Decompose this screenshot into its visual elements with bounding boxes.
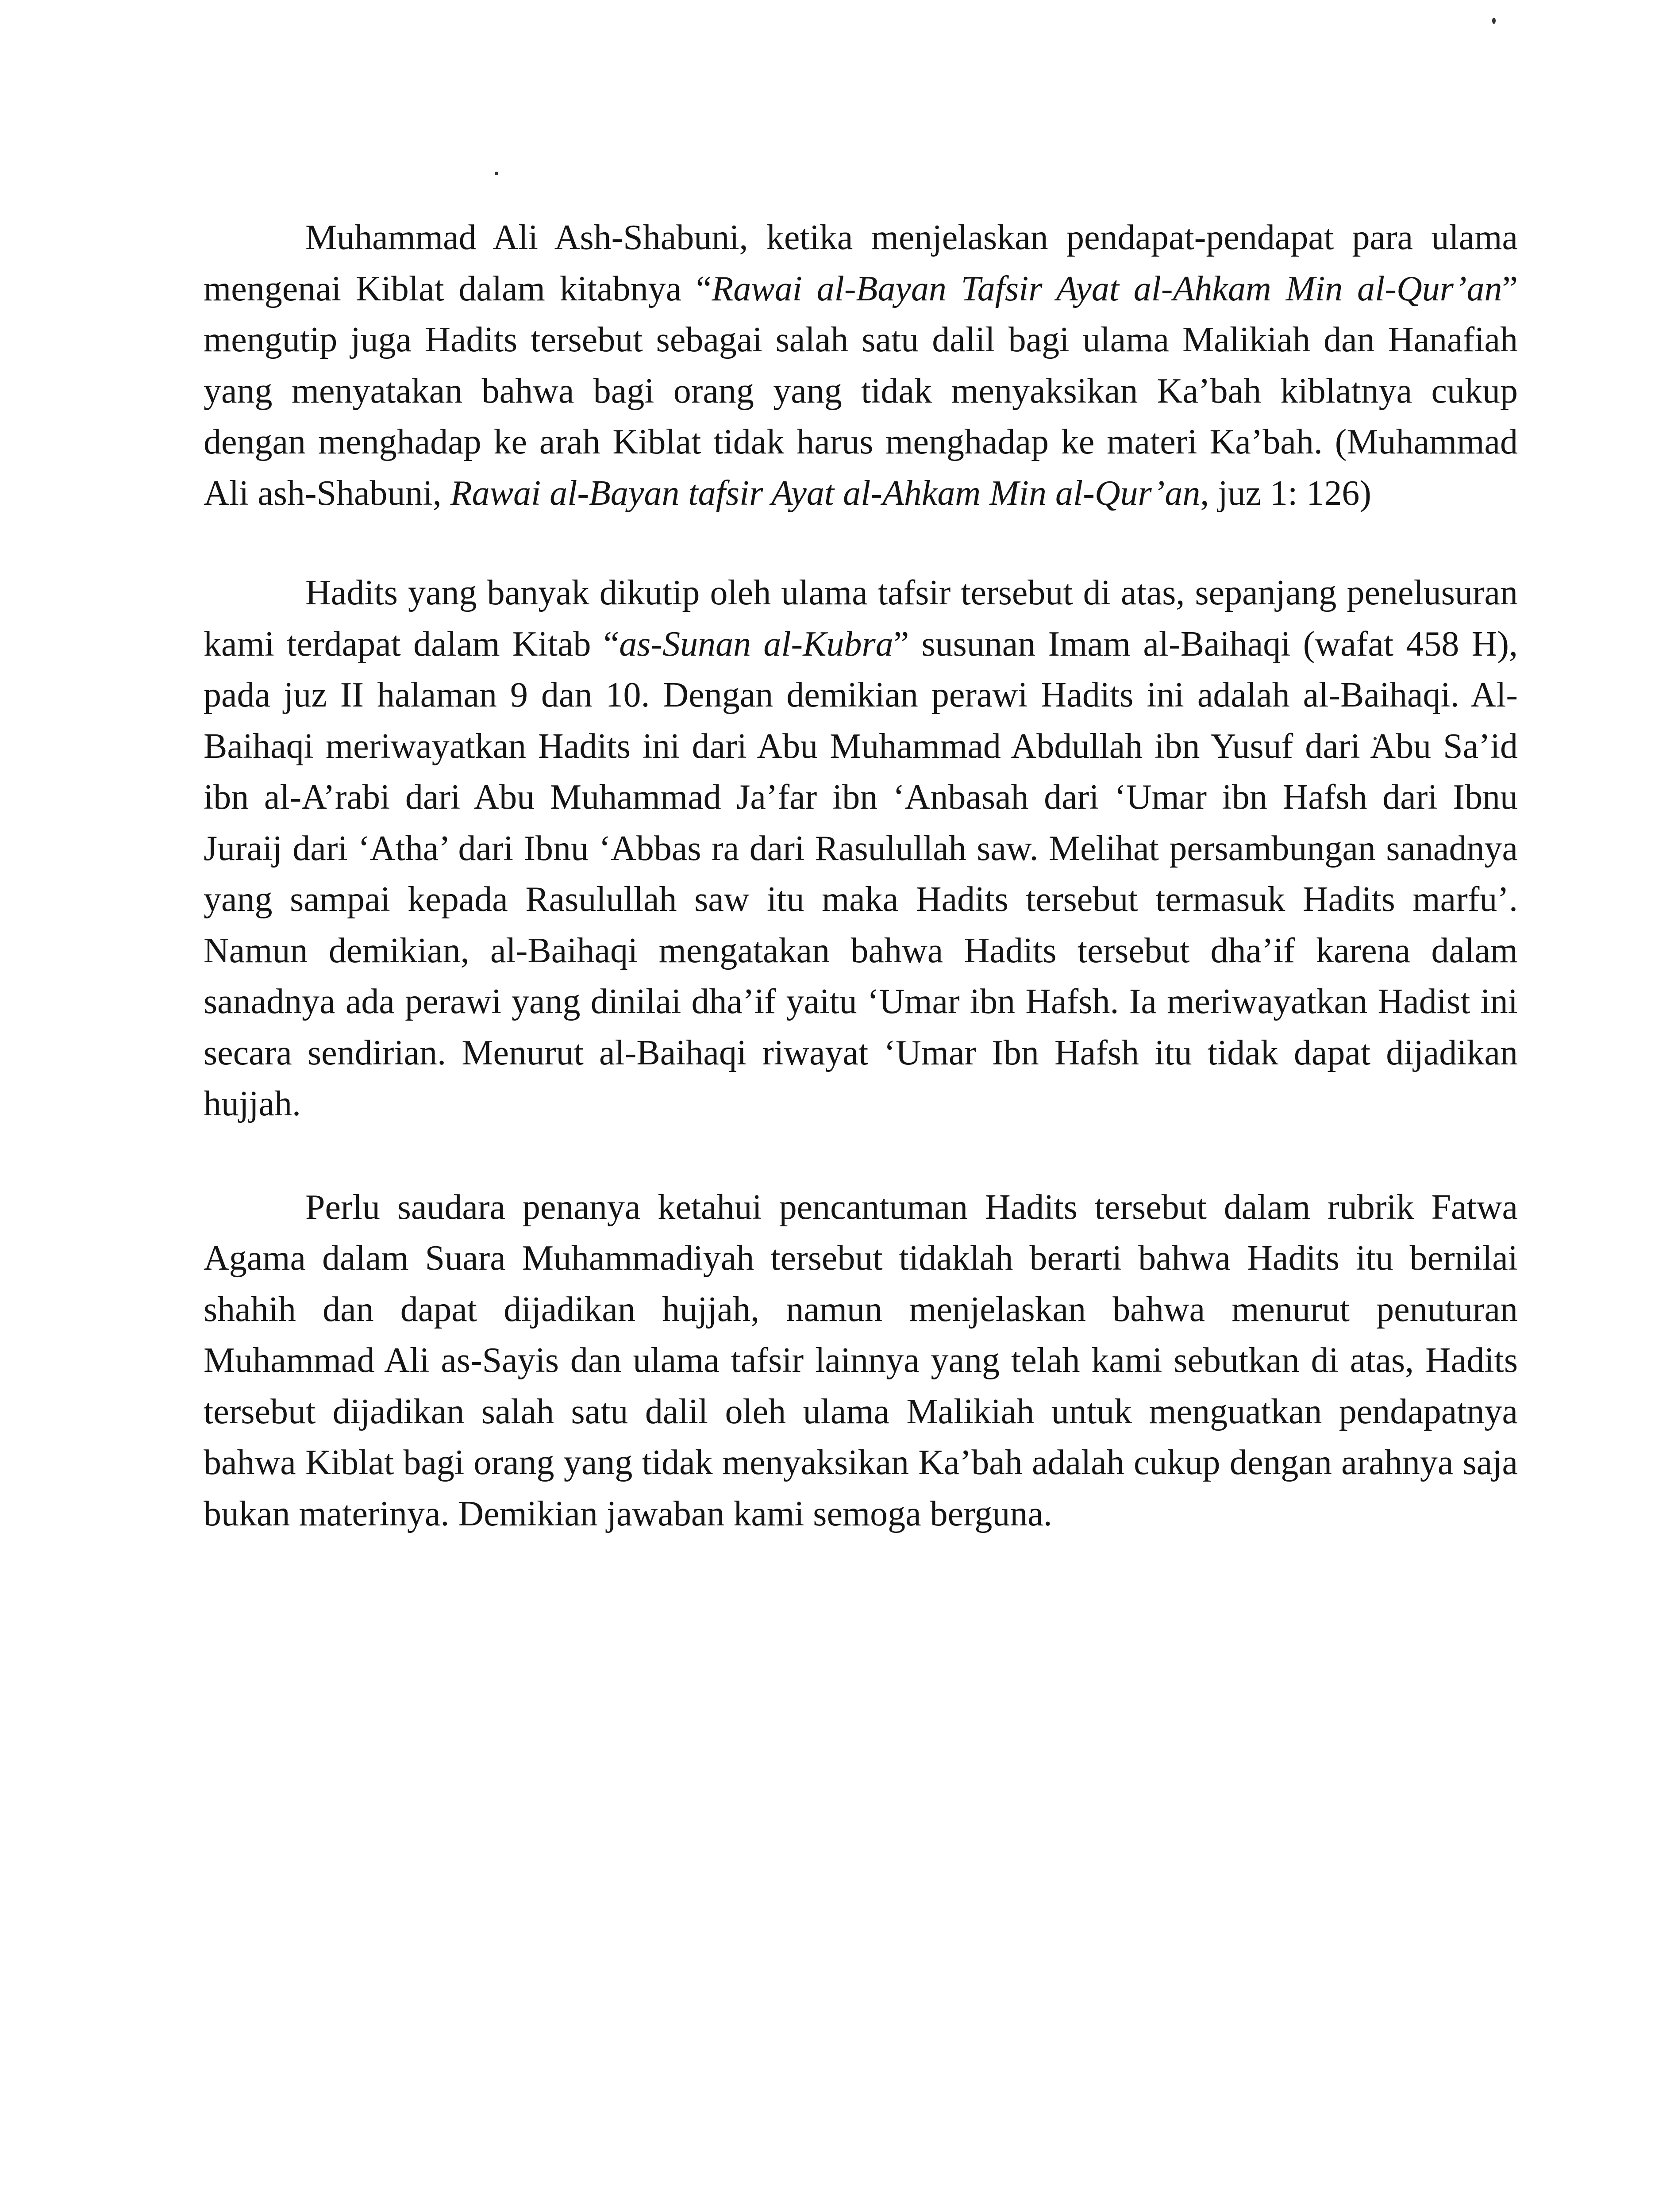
paragraph-2-seg-3: ” susunan Imam al-Baihaqi (wafat 458 H), pada juz II halaman 9 dan 10. Dengan demikian perawi Hadits ini adalah al-Baihaqi. Al-Baihaqi meriwayatkan Hadits ini dari Abu Muhammad Abdullah ibn Yusuf dari Abu Sa’id ibn al-A’rabi dari Abu Muhammad Ja’far ibn ‘Anbasah dari ‘Umar ibn Hafsh dari Ibnu Juraij dari ‘Atha’ dari Ibnu ‘Abbas ra dari Rasulullah saw. Melihat persambungan sanadnya yang sampai kepada Rasulullah saw itu maka Hadits tersebut termasuk Hadits marfu’. Namun demikian, al-Baihaqi mengatakan bahwa Hadits tersebut dha’if karena dalam sanadnya ada perawi yang dinilai dha’if yaitu ‘Umar ibn Hafsh. Ia meriwayatkan Hadist ini secara sendirian. Menurut al-Baihaqi riwayat ‘Umar Ibn Hafsh itu tidak dapat dijadikan hujjah. bbox=[204, 624, 1518, 1123]
scan-speck bbox=[495, 172, 498, 175]
paragraph-2 bbox=[204, 568, 1518, 1130]
paragraph-2-seg-1: Hadits yang banyak dikutip oleh ulama tafsir tersebut di atas, sepanjang penelusuran kami terdapat dalam Kitab “ bbox=[204, 573, 1518, 664]
body-text bbox=[204, 212, 1518, 1540]
paragraph-3 bbox=[204, 1182, 1518, 1540]
paragraph-1-seg-3: ” mengutip juga Hadits tersebut sebagai salah satu dalil bagi ulama Malikiah dan Hanafiah yang menyatakan bahwa bagi orang yang tidak menyaksikan Ka’bah kiblatnya cukup dengan menghadap ke arah Kiblat tidak harus menghadap ke materi Ka’bah. (Muhammad Ali ash-Shabuni, bbox=[204, 269, 1518, 513]
paragraph-1-seg-5: , juz 1: 126) bbox=[1200, 473, 1371, 513]
scan-speck bbox=[1492, 18, 1496, 24]
paragraph-3-seg-1: Perlu saudara penanya ketahui pencantuman Hadits tersebut dalam rubrik Fatwa Agama dalam Suara Muhammadiyah tersebut tidaklah berarti bahwa Hadits itu bernilai shahih dan dapat dijadikan hujjah, namun menjelaskan bahwa menurut penuturan Muhammad Ali as-Sayis dan ulama tafsir lainnya yang telah kami sebutkan di atas, Hadits tersebut dijadikan salah satu dalil oleh ulama Malikiah untuk menguatkan pendapatnya bahwa Kiblat bagi orang yang tidak menyaksikan Ka’bah adalah cukup dengan arahnya saja bukan materinya. Demikian jawaban kami semoga berguna. bbox=[204, 1187, 1518, 1533]
paragraph-2-book-title: as-Sunan al-Kubra bbox=[619, 624, 893, 664]
paragraph-1-citation-title: Rawai al-Bayan tafsir Ayat al-Ahkam Min al-Qur’an bbox=[450, 473, 1201, 513]
paragraph-1-seg-1: Muhammad Ali Ash-Shabuni, ketika menjelaskan pendapat-pendapat para ulama mengenai Kiblat dalam kitabnya “ bbox=[204, 218, 1518, 308]
paragraph-1 bbox=[204, 212, 1518, 519]
paragraph-1-book-title: Rawai al-Bayan Tafsir Ayat al-Ahkam Min al-Qur’an bbox=[712, 269, 1502, 308]
